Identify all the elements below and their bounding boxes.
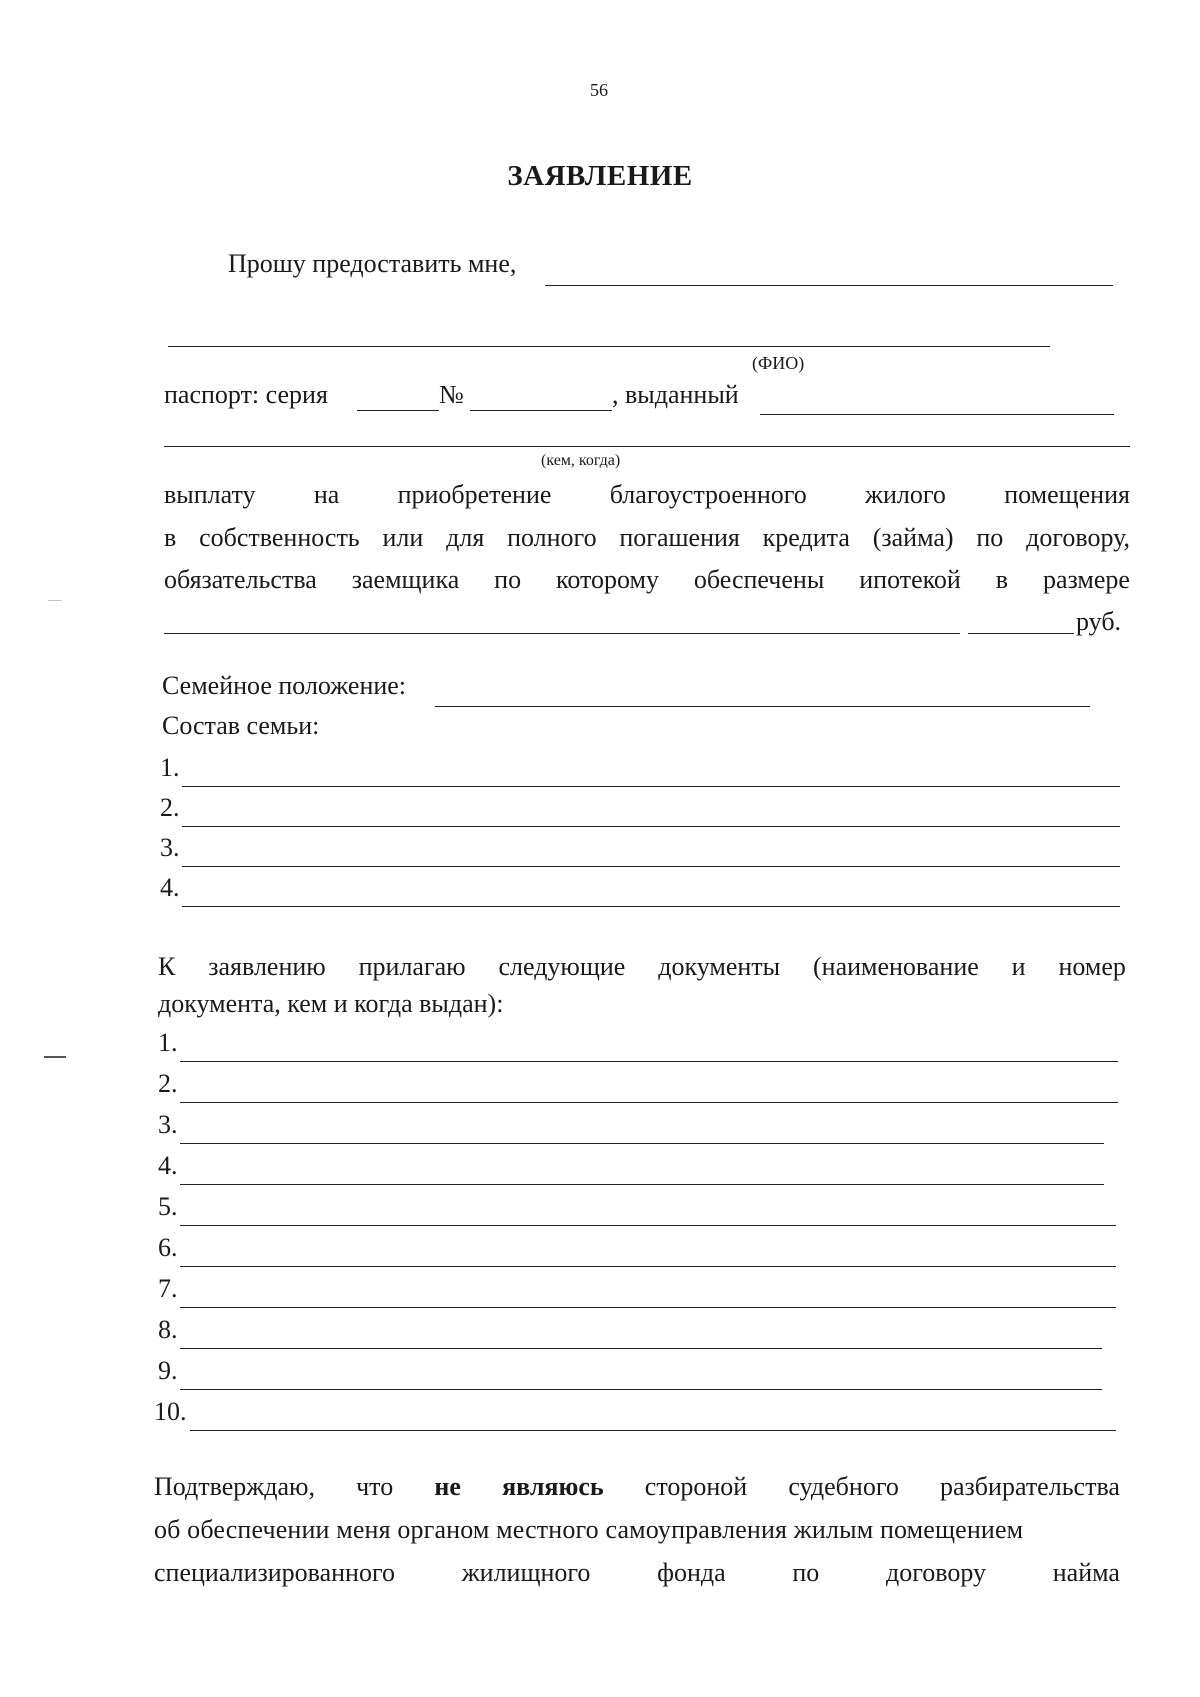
- family-item-line[interactable]: [182, 906, 1120, 907]
- word: прилагаю: [358, 952, 466, 981]
- word: для: [446, 523, 485, 552]
- document-item-line[interactable]: [180, 1307, 1116, 1308]
- word: обеспечены: [693, 565, 825, 594]
- word: заявлению: [208, 952, 326, 981]
- word: найма: [1052, 1558, 1120, 1587]
- passport-number-line[interactable]: [470, 410, 612, 411]
- document-item-line[interactable]: [180, 1061, 1118, 1062]
- document-item-number: 8.: [158, 1315, 178, 1344]
- word-bold: являюсь: [502, 1472, 604, 1501]
- document-item-number: 7.: [158, 1274, 178, 1303]
- issued-caption: (кем, когда): [541, 452, 621, 469]
- document-item-line[interactable]: [190, 1430, 1116, 1431]
- word: К: [158, 952, 176, 981]
- passport-issued-line-1[interactable]: [760, 414, 1114, 415]
- currency-label: руб.: [1076, 607, 1122, 636]
- word: ипотекой: [859, 565, 961, 594]
- word: Подтверждаю,: [154, 1472, 315, 1501]
- word: разбирательства: [940, 1472, 1120, 1501]
- word: полного: [507, 523, 597, 552]
- marital-status-label: Семейное положение:: [162, 671, 407, 700]
- family-item-line[interactable]: [182, 826, 1120, 827]
- word: в: [995, 565, 1009, 594]
- family-item-number: 3.: [160, 833, 180, 862]
- document-item-line[interactable]: [180, 1143, 1104, 1144]
- word: погашения: [619, 523, 740, 552]
- word: специализированного: [154, 1558, 395, 1587]
- document-item-number: 9.: [158, 1356, 178, 1385]
- family-item-number: 1.: [160, 753, 180, 782]
- word: (займа): [872, 523, 954, 552]
- document-item-line[interactable]: [180, 1348, 1102, 1349]
- word-bold: не: [434, 1472, 461, 1501]
- page-title: ЗАЯВЛЕНИЕ: [507, 160, 693, 192]
- fio-input-line-1[interactable]: [545, 285, 1113, 286]
- word: помещения: [1004, 480, 1130, 509]
- page-number: 56: [590, 80, 608, 100]
- passport-series-line[interactable]: [357, 410, 439, 411]
- word: по: [792, 1558, 820, 1587]
- passport-issued-label: , выданный: [612, 380, 739, 409]
- word: следующие: [498, 952, 626, 981]
- family-item-number: 2.: [160, 793, 180, 822]
- amount-number-line[interactable]: [968, 633, 1074, 634]
- word: размере: [1042, 565, 1130, 594]
- word: по: [494, 565, 522, 594]
- amount-words-line[interactable]: [164, 633, 960, 634]
- word: документы: [658, 952, 781, 981]
- word: жилого: [865, 480, 946, 509]
- payment-line-3: [164, 565, 1130, 595]
- word: или: [382, 523, 424, 552]
- word: судебного: [788, 1472, 899, 1501]
- word: которому: [556, 565, 659, 594]
- document-item-number: 4.: [158, 1151, 178, 1180]
- document-item-number: 6.: [158, 1233, 178, 1262]
- payment-line-1: [164, 480, 1130, 510]
- word: и: [1011, 952, 1026, 981]
- document-item-number: 1.: [158, 1028, 178, 1057]
- word: стороной: [644, 1472, 748, 1501]
- payment-line-2: [164, 523, 1130, 553]
- passport-label: паспорт: серия: [164, 380, 328, 409]
- word: номер: [1058, 952, 1126, 981]
- confirmation-line-3: [154, 1558, 1120, 1588]
- word: выплату: [164, 480, 256, 509]
- documents-intro-line-2: документа, кем и когда выдан):: [158, 989, 504, 1018]
- document-item-line[interactable]: [180, 1266, 1116, 1267]
- document-item-number: 10.: [154, 1397, 187, 1426]
- word: договору,: [1026, 523, 1130, 552]
- passport-number-sign: №: [439, 380, 464, 409]
- word: по: [976, 523, 1004, 552]
- word: в: [164, 523, 177, 552]
- family-composition-label: Состав семьи:: [162, 711, 320, 740]
- family-item-line[interactable]: [182, 786, 1120, 787]
- word: собственность: [199, 523, 360, 552]
- document-item-number: 5.: [158, 1192, 178, 1221]
- word: кредита: [762, 523, 850, 552]
- word: договору: [886, 1558, 987, 1587]
- document-item-number: 3.: [158, 1110, 178, 1139]
- documents-intro-line-1: [158, 952, 1126, 982]
- document-item-line[interactable]: [180, 1184, 1104, 1185]
- word: обязательства: [164, 565, 317, 594]
- word: заемщика: [351, 565, 460, 594]
- document-item-line[interactable]: [180, 1389, 1102, 1390]
- word: фонда: [657, 1558, 726, 1587]
- document-item-number: 2.: [158, 1069, 178, 1098]
- word: (наименование: [813, 952, 979, 981]
- family-item-number: 4.: [160, 873, 180, 902]
- confirmation-line-1: [154, 1472, 1120, 1502]
- passport-issued-line-2[interactable]: [164, 446, 1130, 447]
- family-item-line[interactable]: [182, 866, 1120, 867]
- confirmation-line-2: об обеспечении меня органом местного самоуправления жилым помещением: [154, 1515, 1024, 1544]
- request-lead: Прошу предоставить мне,: [228, 249, 517, 278]
- marital-status-line[interactable]: [435, 706, 1090, 707]
- scan-speck: [48, 600, 62, 601]
- scan-speck: [44, 1056, 66, 1058]
- word: приобретение: [397, 480, 552, 509]
- word: жилищного: [461, 1558, 591, 1587]
- fio-input-line-2[interactable]: [168, 346, 1050, 347]
- word: что: [356, 1472, 394, 1501]
- document-item-line[interactable]: [180, 1102, 1118, 1103]
- document-item-line[interactable]: [180, 1225, 1116, 1226]
- word: благоустроенного: [609, 480, 807, 509]
- word: на: [313, 480, 340, 509]
- fio-caption: (ФИО): [752, 353, 805, 373]
